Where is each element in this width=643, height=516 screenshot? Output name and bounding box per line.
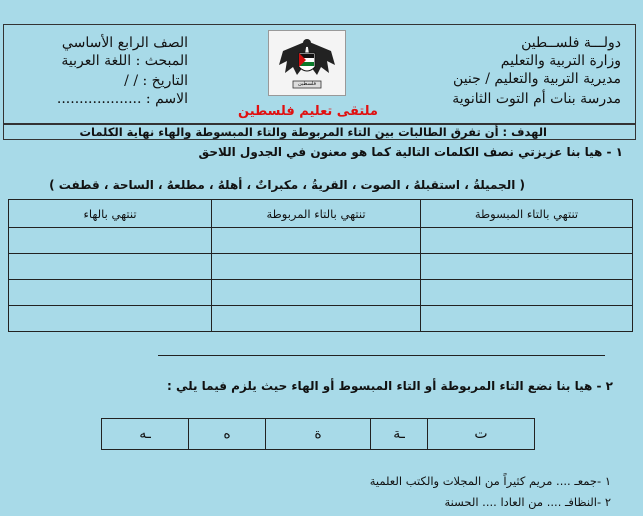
column-header-open-taa: تنتهي بالتاء المبسوطة bbox=[421, 200, 633, 228]
table-cell[interactable] bbox=[9, 280, 212, 306]
table-cell[interactable] bbox=[421, 280, 633, 306]
table-cell[interactable] bbox=[421, 254, 633, 280]
table-row bbox=[9, 306, 633, 332]
table-cell[interactable] bbox=[212, 280, 421, 306]
school-label: مدرسة بنات أم التوت الثانوية bbox=[452, 91, 621, 107]
letter-option: ة bbox=[266, 419, 371, 450]
letters-table bbox=[101, 418, 535, 450]
forum-label: ملتقى تعليم فلسطين bbox=[238, 104, 378, 119]
table-cell[interactable] bbox=[212, 228, 421, 254]
question-2-prompt: ٢ - هيا بنا نضع التاء المربوطة أو التاء المبسوط أو الهاء حيث يلزم فيما يلي : bbox=[166, 379, 613, 393]
emblem-caption: فلسطين bbox=[298, 81, 316, 87]
ministry-label: وزارة التربية والتعليم bbox=[500, 53, 621, 69]
directorate-label: مديرية التربية والتعليم / جنين bbox=[453, 71, 621, 87]
question-1-prompt: ١ - هيا بنا عزيزتي نصف الكلمات التالية كما هو معنون في الجدول اللاحق bbox=[198, 145, 623, 159]
palestine-emblem bbox=[268, 30, 346, 96]
letter-option: ـه bbox=[102, 419, 189, 450]
letter-option: ـة bbox=[371, 419, 428, 450]
exercise-sentence: ٢ -النظافـ .... من العادا .... الحسنة bbox=[444, 495, 611, 509]
grade-label: الصف الرابع الأساسي bbox=[61, 35, 188, 51]
table-cell[interactable] bbox=[421, 228, 633, 254]
goal-statement: الهدف : أن تفرق الطالبات بين التاء المربوطة والتاء المبسوطة والهاء نهاية الكلمات bbox=[3, 124, 636, 140]
date-label: التاريخ : / / bbox=[124, 73, 188, 89]
subject-label: المبحث : اللغة العربية bbox=[61, 53, 188, 69]
letter-option: ت bbox=[428, 419, 535, 450]
table-cell[interactable] bbox=[212, 306, 421, 332]
table-cell[interactable] bbox=[212, 254, 421, 280]
letter-option: ه bbox=[189, 419, 266, 450]
section-divider bbox=[158, 355, 605, 356]
table-row bbox=[9, 228, 633, 254]
word-list: ( الجميلةُ ، استقبلهُ ، الصوت ، القريةُ ، مكبراتٌ ، أهلهُ ، مطلعهُ ، الساحة ، قطفت ) bbox=[49, 178, 525, 192]
name-label: الاسم : ................... bbox=[56, 91, 188, 107]
column-header-tied-taa: تنتهي بالتاء المربوطة bbox=[212, 200, 421, 228]
table-cell[interactable] bbox=[421, 306, 633, 332]
table-cell[interactable] bbox=[9, 228, 212, 254]
column-header-haa: تنتهي بالهاء bbox=[9, 200, 212, 228]
table-row bbox=[9, 254, 633, 280]
letters-row bbox=[102, 419, 535, 450]
country-label: دولـــة فلســطين bbox=[521, 35, 621, 51]
table-cell[interactable] bbox=[9, 254, 212, 280]
table-row bbox=[9, 280, 633, 306]
exercise-sentence: ١ -جمعـ .... مريم كثيراً من المجلات والكتب العلمية bbox=[369, 474, 611, 488]
table-header-row bbox=[9, 200, 633, 228]
classification-table bbox=[8, 199, 633, 332]
table-cell[interactable] bbox=[9, 306, 212, 332]
